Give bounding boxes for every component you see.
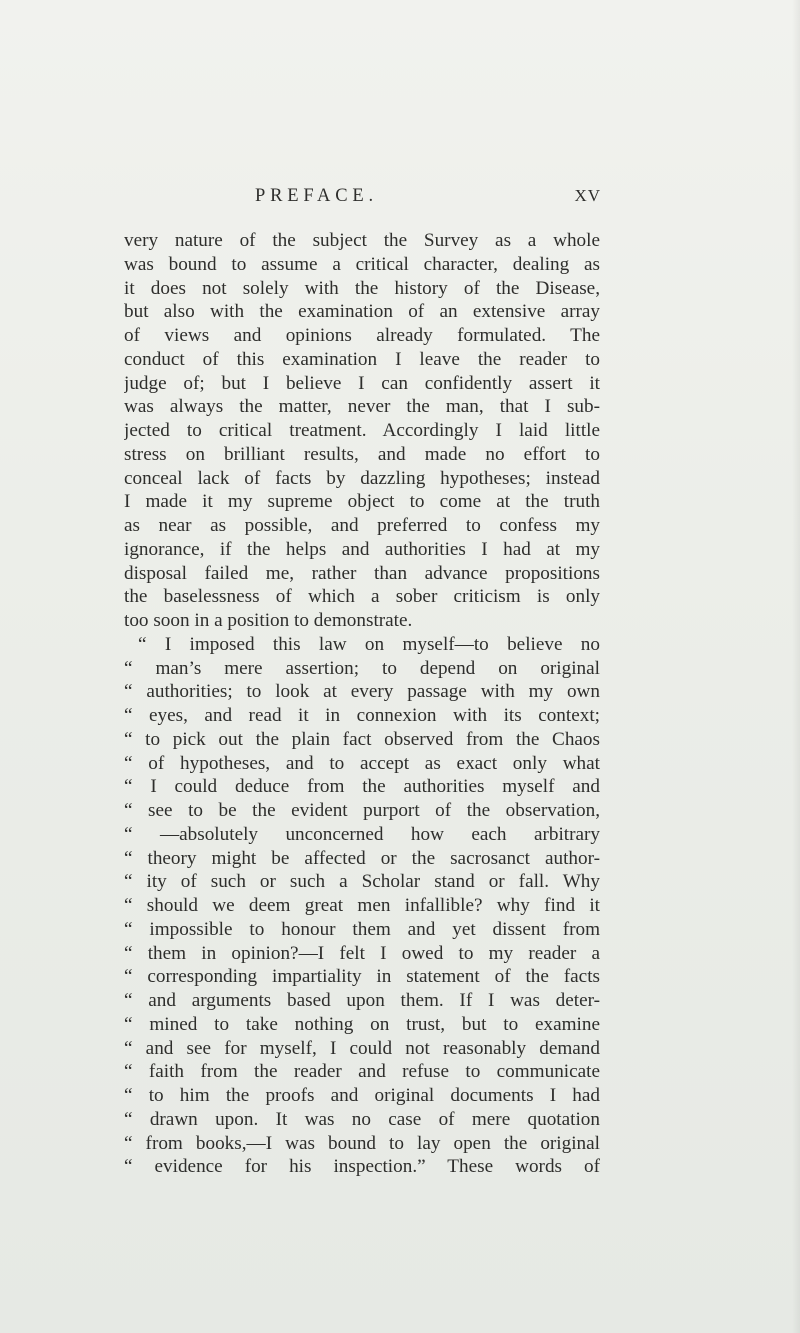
- text-line: “ man’s mere assertion; to depend on original: [124, 657, 600, 679]
- text-line: “ drawn upon. It was no case of mere quotation: [124, 1108, 600, 1130]
- text-line: “ mined to take nothing on trust, but to examine: [124, 1013, 600, 1035]
- text-line: “ them in opinion?—I felt I owed to my reader a: [124, 942, 600, 964]
- text-line: very nature of the subject the Survey as a whole: [124, 230, 600, 251]
- text-line: “ ity of such or such a Scholar stand or fall. Why: [124, 871, 600, 893]
- text-line: “ from books,—I was bound to lay open the original: [124, 1132, 600, 1154]
- text-line: “ authorities; to look at every passage with my own: [124, 681, 600, 703]
- text-line: judge of; but I believe I can confidently assert it: [124, 372, 600, 394]
- text-line: was bound to assume a critical character, dealing as: [124, 253, 600, 275]
- text-line: was always the matter, never the man, that I sub-: [124, 396, 600, 418]
- text-line: as near as possible, and preferred to confess my: [124, 515, 600, 536]
- body-text: [124, 229, 600, 1179]
- text-line: “ eyes, and read it in connexion with its context;: [124, 705, 600, 726]
- text-line: conceal lack of facts by dazzling hypotheses; instead: [124, 467, 600, 489]
- text-line: “ faith from the reader and refuse to communicate: [124, 1061, 600, 1083]
- text-line: jected to critical treatment. Accordingly I laid little: [124, 420, 600, 441]
- text-line: “ evidence for his inspection.” These words of: [124, 1156, 600, 1178]
- page-header: [255, 186, 601, 212]
- text-line: “ and see for myself, I could not reasonably demand: [124, 1037, 600, 1059]
- text-line: “ see to be the evident purport of the observation,: [124, 800, 600, 821]
- text-line: conduct of this examination I leave the reader to: [124, 348, 600, 370]
- text-line: “ to him the proofs and original documents I had: [124, 1085, 600, 1106]
- text-line: “ of hypotheses, and to accept as exact only what: [124, 752, 600, 774]
- text-line: “ impossible to honour them and yet dissent from: [124, 918, 600, 940]
- text-line: “ should we deem great men infallible? why find it: [124, 895, 600, 916]
- text-line: “ to pick out the plain fact observed from the Chaos: [124, 728, 600, 750]
- text-line: “ I could deduce from the authorities myself and: [124, 776, 600, 798]
- text-line: of views and opinions already formulated. The: [124, 325, 600, 346]
- text-line: I made it my supreme object to come at the truth: [124, 491, 600, 513]
- text-line: the baselessness of which a sober criticism is only: [124, 586, 600, 608]
- text-line: ignorance, if the helps and authorities I had at my: [124, 538, 600, 560]
- paragraph-end-line: too soon in a position to demonstrate.: [124, 610, 413, 631]
- text-line: it does not solely with the history of the Disease,: [124, 277, 600, 299]
- text-line: “ corresponding impartiality in statement of the facts: [124, 966, 600, 988]
- page-edge-shadow: [792, 0, 800, 1333]
- text-line: stress on brilliant results, and made no effort to: [124, 443, 600, 465]
- text-line: “ theory might be affected or the sacrosanct author-: [124, 847, 600, 869]
- running-head: PREFACE.: [255, 186, 378, 206]
- text-line: disposal failed me, rather than advance propositions: [124, 562, 600, 584]
- text-line: “ —absolutely unconcerned how each arbitrary: [124, 823, 600, 845]
- text-line: “ and arguments based upon them. If I was deter-: [124, 990, 600, 1011]
- text-line: but also with the examination of an extensive array: [124, 301, 600, 323]
- text-line-indented: “ I imposed this law on myself—to believe no: [138, 633, 600, 655]
- page-number: XV: [574, 186, 601, 205]
